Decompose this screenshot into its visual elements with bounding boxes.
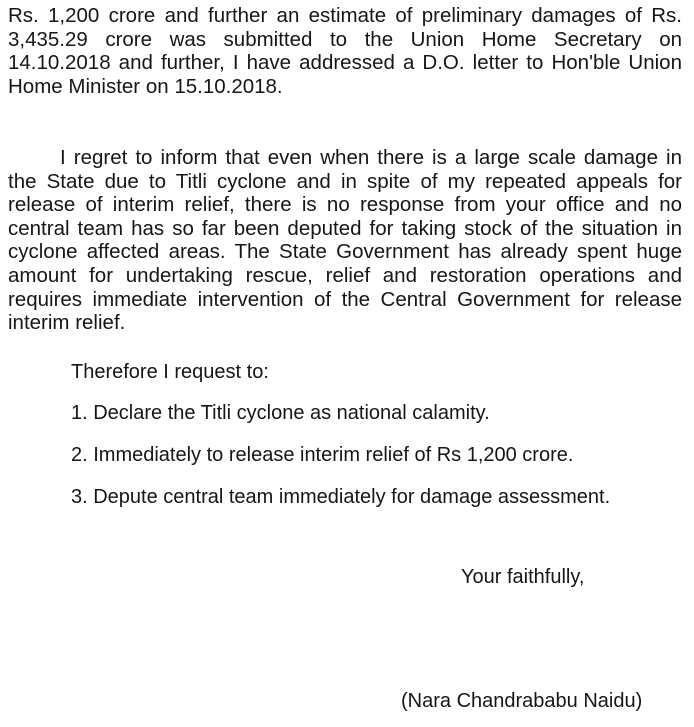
signatory-name: (Nara Chandrababu Naidu) [401,690,643,712]
paragraph-regret [8,146,682,335]
list-item: 3. Depute central team immediately for damage assessment. [71,486,611,508]
list-item: 1. Declare the Titli cyclone as national calamity. [71,402,490,424]
paragraph-regret-text: I regret to inform that even when there is a large scale damage in the State due to Titli cyclone and in spite of my repeated appeals for release of interim relief, there is no response from your office and no central team has so far been deputed for taking stock of the situation in cyclone affected areas. The State Government has already spent huge amount for undertaking rescue, relief and restoration operations and requires immediate intervention of the Central Government for release interim relief. [8,146,682,335]
list-item: 2. Immediately to release interim relief of Rs 1,200 crore. [71,444,574,466]
request-intro: Therefore I request to: [71,361,269,383]
paragraph-damage-estimate: Rs. 1,200 crore and further an estimate of preliminary damages of Rs. 3,435.29 crore was submitted to the Union Home Secretary on 14.10.2018 and further, I have addressed a D.O. letter to Hon'ble Union Home Minister on 15.10.2018. [8,4,682,98]
closing-salutation: Your faithfully, [461,566,585,588]
request-list [71,401,610,527]
